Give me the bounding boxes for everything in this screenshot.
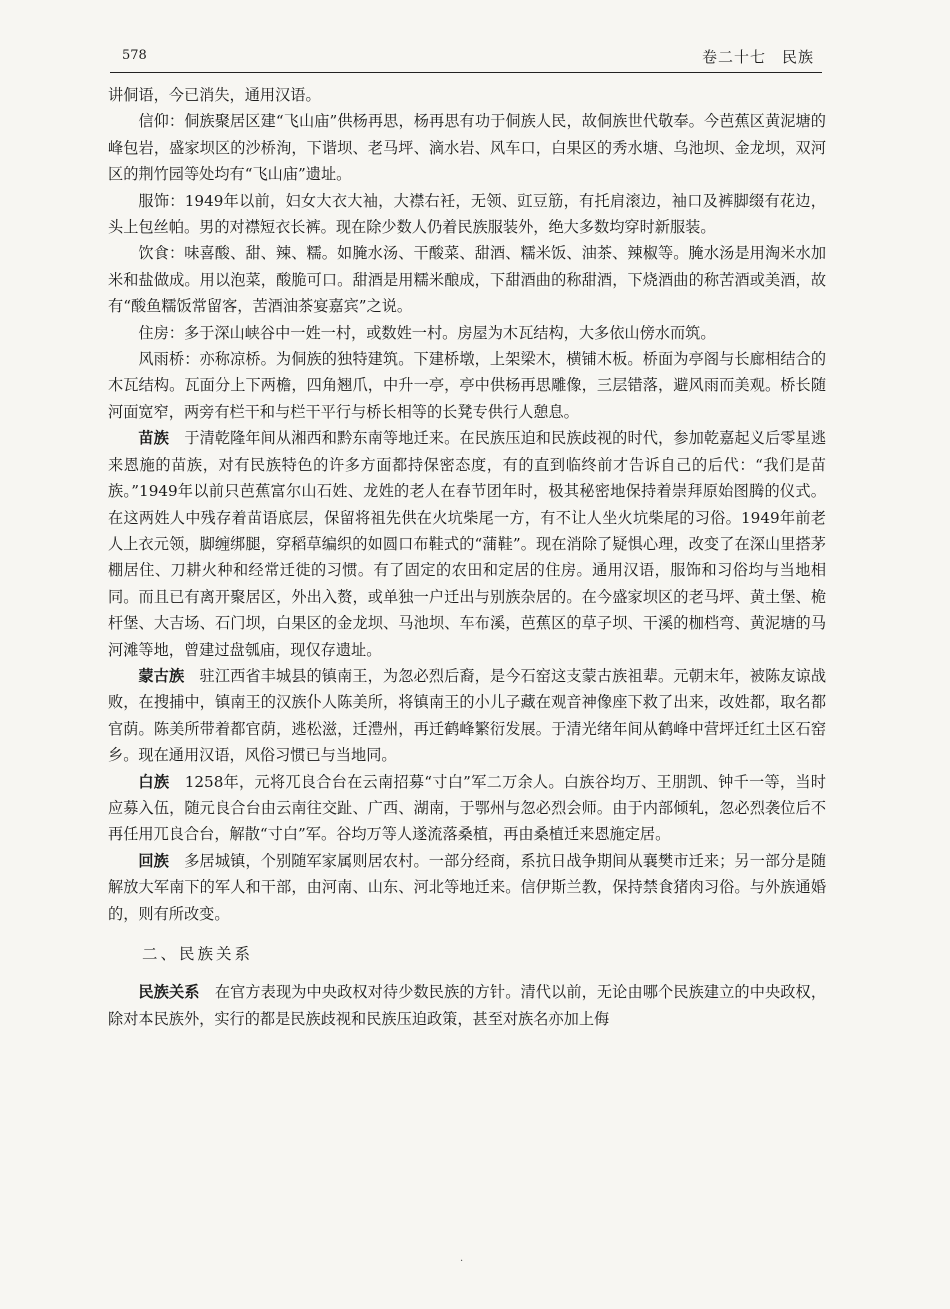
paragraph-ethnic-relations [108, 979, 826, 1032]
paragraph-miao [108, 425, 826, 663]
scan-mark: · [460, 1256, 464, 1267]
paragraph [108, 82, 826, 108]
page-header [110, 46, 822, 73]
term-miao: 苗族 [138, 429, 169, 448]
paragraph-mongol [108, 663, 826, 769]
paragraph [108, 240, 826, 319]
paragraph-text: 于清乾隆年间从湘西和黔东南等地迁来。在民族压迫和民族歧视的时代，参加乾嘉起义后零星逃来恩施的苗族，对有民族特色的许多方面都持保密态度，有的直到临终前才告诉自己的后代：“我们是苗族。”1949年以前只芭蕉富尔山石姓、龙姓的老人在春节团年时，极其秘密地保持着崇拜原始图腾的仪式。在这两姓人中残存着苗语底层，保留将祖先供在火坑柴尾一方，有不让人坐火坑柴尾的习俗。1949年前老人上衣元领，脚缠绑腿，穿稻草编织的如圆口布鞋式的“蒲鞋”。现在消除了疑惧心理，改变了在深山里搭茅棚居住、刀耕火种和经常迁徙的习惯。有了固定的农田和定居的住房。通用汉语，服饰和习俗均与当地相同。而且已有离开聚居区，外出入赘，或单独一户迁出与别族杂居的。在今盛家坝区的老马坪、黄土堡、桅杆堡、大吉场、石门坝，白果区的金龙坝、马池坝、车布溪，芭蕉区的草子坝、干溪的枷档弯、黄泥塘的马河滩等地，曾建过盘瓠庙，现仅存遗址。 [108, 429, 827, 659]
term-ethnic-relations: 民族关系 [138, 983, 200, 1002]
paragraph-text: 信仰：侗族聚居区建“飞山庙”供杨再思，杨再思有功于侗族人民，故侗族世代敬奉。今芭蕉区黄泥塘的峰包岩，盛家坝区的沙桥洵，下谐坝、老马坪、滴水岩、风车口，白果区的秀水塘、乌池坝、金龙坝，双河区的荆竹园等处均有“飞山庙”遗址。 [108, 112, 826, 184]
paragraph-text: 讲侗语，今已消失，通用汉语。 [108, 86, 321, 104]
paragraph [108, 346, 826, 425]
term-mongol: 蒙古族 [138, 666, 185, 685]
section-heading: 二、民族关系 [142, 945, 254, 963]
term-bai: 白族 [138, 772, 170, 791]
paragraph-text: 多居城镇，个别随军家属则居农村。一部分经商，系抗日战争期间从襄樊市迁来；另一部分是随解放大军南下的军人和干部，由河南、山东、河北等地迁来。信伊斯兰教，保持禁食猪肉习俗。与外族通婚的，则有所改变。 [108, 851, 827, 923]
paragraph-text: 住房：多于深山峡谷中一姓一村，或数姓一村。房屋为木瓦结构，大多依山傍水而筑。 [138, 323, 716, 342]
paragraph-text: 1258年，元将兀良合台在云南招募“寸白”军二万余人。白族谷均万、王朋凯、钟千一等，当时应募入伍，随元良合台由云南往交趾、广西、湖南，于鄂州与忽必烈会师。由于内部倾轧，忽必烈袭位后不再任用兀良合台，解散“寸白”军。谷均万等人遂流落桑植，再由桑植迁来恩施定居。 [108, 772, 826, 844]
paragraph [108, 188, 826, 241]
paragraph-hui [108, 848, 826, 927]
page-number: 578 [122, 48, 147, 63]
paragraph-text: 饮食：味喜酸、甜、辣、糯。如腌水汤、干酸菜、甜酒、糯米饭、油茶、辣椒等。腌水汤是用淘米水加米和盐做成。用以泡菜，酸脆可口。甜酒是用糯米酿成，下甜酒曲的称甜酒，下烧酒曲的称苦酒或美酒，故有“酸鱼糯饭常留客，苦酒油茶宴嘉宾”之说。 [108, 244, 826, 316]
paragraph-text: 驻江西省丰城县的镇南王，为忽必烈后裔，是今石窑这支蒙古族祖辈。元朝末年，被陈友谅战败，在搜捕中，镇南王的汉族仆人陈美所，将镇南王的小儿子藏在观音神像座下救了出来，改姓都，取名都官荫。陈美所带着都官荫，逃松滋，迁澧州，再迁鹤峰繁衍发展。于清光绪年间从鹤峰中营坪迁红土区石窑乡。现在通用汉语，风俗习惯已与当地同。 [108, 666, 827, 765]
paragraph-bai [108, 769, 826, 848]
page-body [108, 82, 826, 1032]
running-head: 卷二十七 民族 [701, 48, 814, 66]
paragraph [108, 320, 826, 346]
paragraph [108, 108, 826, 187]
term-hui: 回族 [138, 851, 169, 870]
paragraph-text: 风雨桥：亦称凉桥。为侗族的独特建筑。下建桥墩，上架梁木，横铺木板。桥面为亭阁与长廊相结合的木瓦结构。瓦面分上下两檐，四角翘爪，中升一亭，亭中供杨再思雕像，三层错落，避风雨而美观。桥长随河面宽窄，两旁有栏干和与栏干平行与桥长相等的长凳专供行人憩息。 [108, 350, 826, 421]
paragraph-text: 在官方表现为中央政权对待少数民族的方针。清代以前，无论由哪个民族建立的中央政权，除对本民族外，实行的都是民族歧视和民族压迫政策，甚至对族名亦加上侮 [108, 983, 827, 1028]
paragraph-text: 服饰：1949年以前，妇女大衣大袖，大襟右衽，无领、豇豆筋，有托肩滚边，袖口及裤脚缀有花边，头上包丝帕。男的对襟短衣长裤。现在除少数人仍着民族服装外，绝大多数均穿时新服装。 [108, 191, 826, 237]
